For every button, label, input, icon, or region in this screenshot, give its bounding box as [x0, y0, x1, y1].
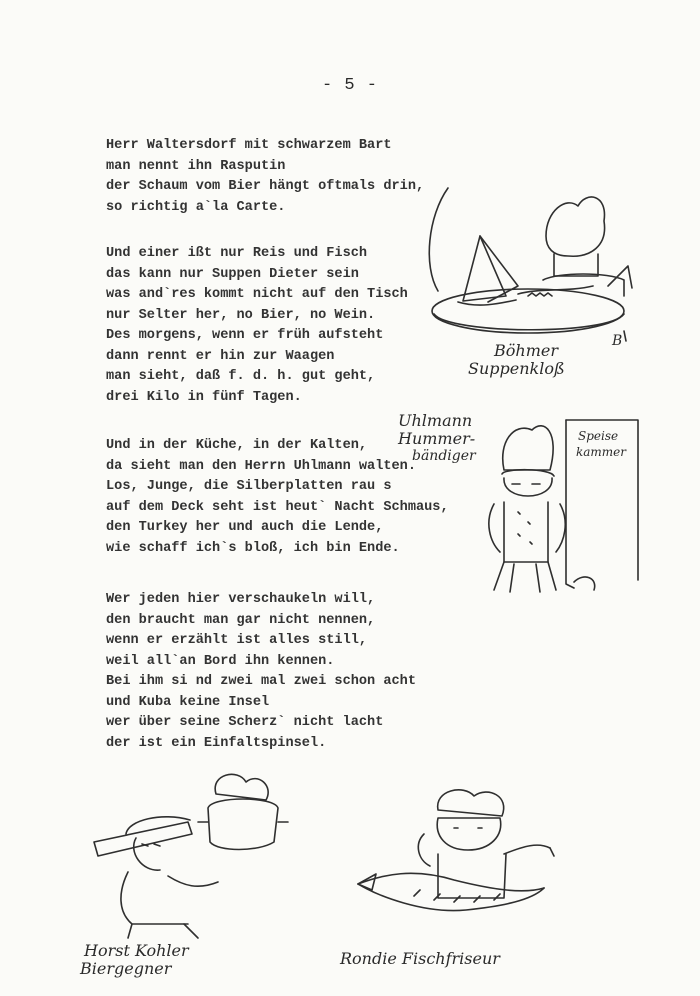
poem-line: auf dem Deck seht ist heut` Nacht Schmaus, [106, 499, 449, 515]
poem-line: Wer jeden hier verschaukeln will, [106, 592, 376, 607]
kohler-caption-title: Biergegner [80, 959, 172, 978]
poem-line: den braucht man gar nicht nennen, [106, 612, 376, 628]
poem-line: wer über seine Scherz` nicht lacht [106, 715, 384, 730]
boehmer-caption-name: Böhmer [494, 341, 558, 360]
poem-line: so richtig a`la Carte. [106, 199, 286, 215]
uhlmann-caption-name: Uhlmann [398, 411, 473, 430]
boehmer-chef-illustration [418, 176, 648, 346]
poem-line: der ist ein Einfaltspinsel. [106, 735, 327, 751]
kohler-caption-name: Horst Kohler [84, 941, 189, 960]
kohler-chef-illustration [88, 772, 288, 942]
poem-line: Herr Waltersdorf mit schwarzem Bart [106, 138, 392, 153]
poem-line: was and`res kommt nicht auf den Tisch [106, 287, 408, 302]
poem-line: und Kuba keine Insel [106, 694, 270, 710]
poem-line: das kann nur Suppen Dieter sein [106, 266, 359, 282]
poem-line: der Schaum vom Bier hängt oftmals drin, [106, 179, 425, 194]
poem-line: nur Selter her, no Bier, no Wein. [106, 307, 376, 323]
poem-line: wenn er erzählt ist alles still, [106, 633, 368, 648]
stanza-rasputin [106, 136, 424, 218]
uhlmann-chef-illustration [474, 412, 644, 602]
chef-fish-drawing [354, 784, 564, 934]
uhlmann-caption-title-2: bändiger [412, 448, 476, 464]
poem-line: den Turkey her und auch die Lende, [106, 520, 384, 535]
poem-line: Und einer ißt nur Reis und Fisch [106, 246, 368, 261]
poem-line: drei Kilo in fünf Tagen. [106, 389, 302, 405]
chef-ship-platter-drawing [418, 176, 648, 346]
poem-line: man sieht, daß f. d. h. gut geht, [106, 369, 376, 384]
page-number: - 5 - [321, 76, 378, 95]
poem-line: dann rennt er hin zur Waagen [106, 348, 335, 364]
poem-line: man nennt ihn Rasputin [106, 158, 286, 174]
rondie-chef-illustration [354, 784, 564, 934]
poem-line: Des morgens, wenn er früh aufsteht [106, 328, 384, 343]
stanza-uhlmann [106, 436, 449, 559]
poem-line: Bei ihm si nd zwei mal zwei schon acht [106, 674, 416, 689]
pantry-door-label-2: kammer [576, 445, 627, 459]
poem-line: Und in der Küche, in der Kalten, [106, 438, 368, 453]
poem-line: weil all`an Bord ihn kennen. [106, 653, 335, 669]
uhlmann-caption-title-1: Hummer- [398, 429, 476, 448]
poem-line: Los, Junge, die Silberplatten rau s [106, 479, 392, 494]
boehmer-caption-title: Suppenkloß [468, 359, 565, 378]
chef-pantry-door-drawing [474, 412, 644, 602]
stanza-suppen-dieter [106, 244, 408, 408]
rondie-caption: Rondie Fischfriseur [340, 949, 500, 968]
stanza-jokester [106, 590, 416, 754]
poem-line: wie schaff ich`s bloß, ich bin Ende. [106, 540, 400, 556]
poem-line: da sieht man den Herrn Uhlmann walten. [106, 458, 416, 474]
illustration-signature: B [612, 333, 623, 349]
pantry-door-label-1: Speise [578, 429, 619, 443]
chef-telescope-pot-drawing [88, 772, 288, 942]
